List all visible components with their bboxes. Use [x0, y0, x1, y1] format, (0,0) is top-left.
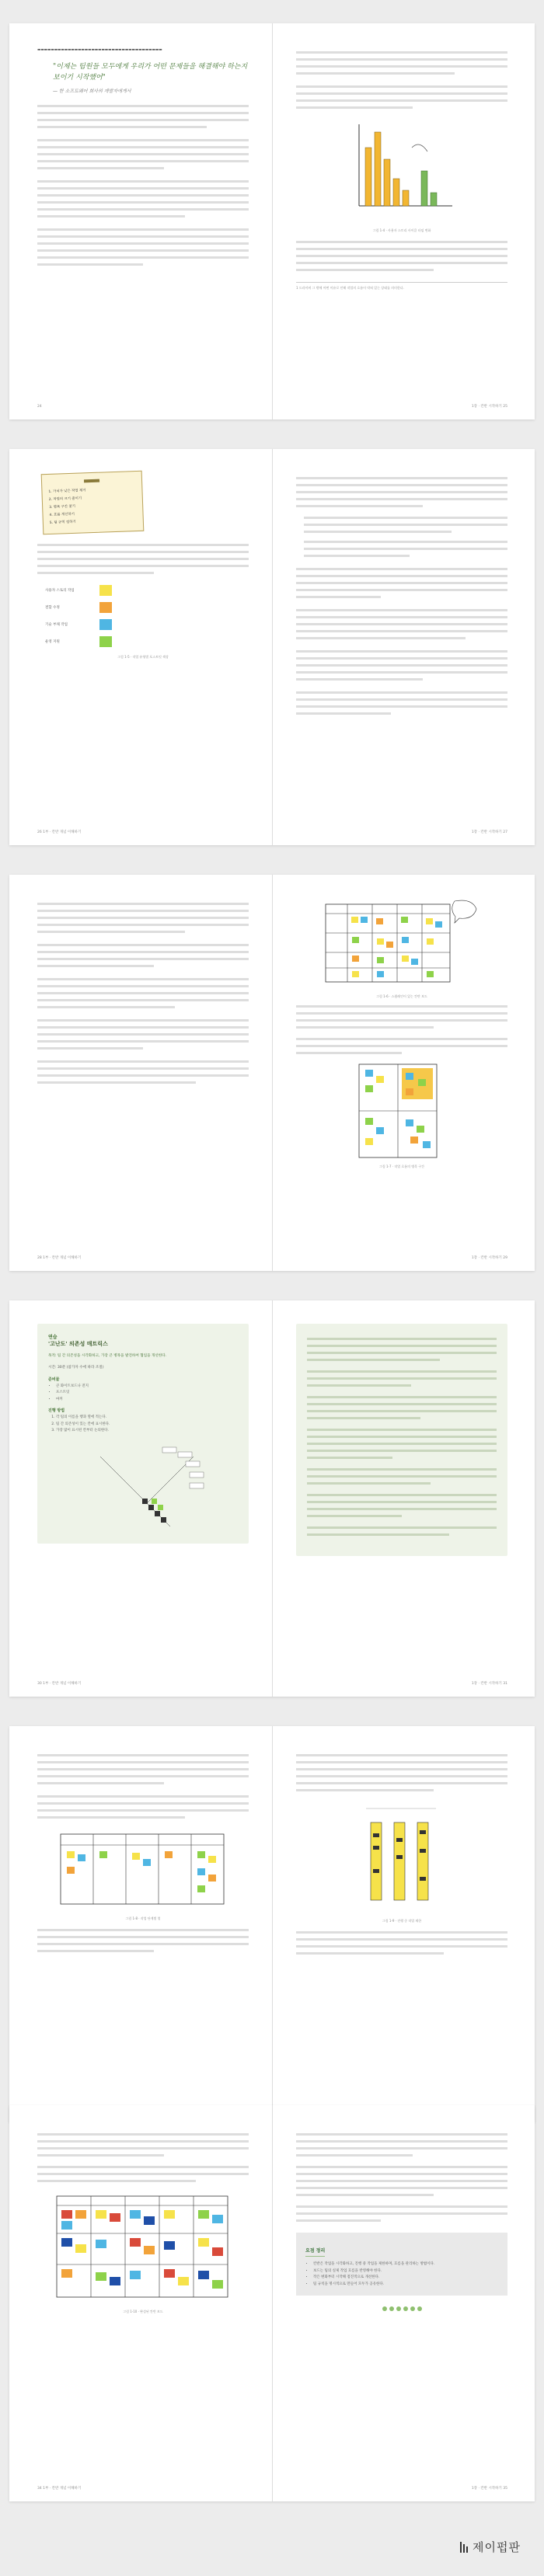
list-item: 2. 팀 간 의존성이 있는 칸에 표시한다.	[56, 1422, 238, 1429]
swimlane-board-sketch	[324, 898, 479, 991]
box-lead: 목적: 팀 간 의존성을 시각화하고, 가장 큰 병목을 발견하여 협업을 개선한다.	[48, 1354, 167, 1358]
cycle-time-chart	[343, 117, 460, 225]
note-line: 5. 팀 규칙 정하기	[49, 520, 76, 525]
note-line: 3. 병목 구간 찾기	[49, 504, 76, 510]
chart-bar	[421, 171, 427, 206]
list-item: • 마커	[56, 1397, 238, 1404]
full-board-sketch	[54, 2190, 232, 2306]
steps-list	[48, 1415, 238, 1435]
text-block	[296, 51, 507, 109]
text-block	[296, 1005, 507, 1054]
running-header: 1부 · 칸반 개념 이해하기	[43, 830, 82, 834]
box-kicker: 연습	[48, 1335, 58, 1340]
sticky-notes	[351, 917, 442, 977]
note-line: 1. 가치가 낮은 작업 제거	[48, 489, 86, 494]
running-header: 1장 · 칸반 시작하기	[471, 405, 502, 409]
running-header: 1부 · 칸반 개념 이해하기	[43, 1256, 82, 1260]
materials-label: 준비물	[48, 1377, 60, 1382]
figure-caption: 그림 1-4 · 사용자 스토리 사이클 타임 변화	[372, 228, 431, 232]
materials-list	[48, 1384, 238, 1404]
page-number: 28	[37, 1256, 42, 1260]
text-block	[296, 2133, 507, 2222]
page-28	[9, 875, 272, 1271]
page-number: 35	[503, 2487, 507, 2491]
text-block	[296, 241, 507, 271]
page-number: 25	[503, 405, 507, 409]
box-time: 시간: 30분 (참가자 수에 따라 조절)	[48, 1366, 104, 1370]
legend-text: 기술 부채 작업	[45, 623, 68, 627]
text-block	[37, 903, 249, 1084]
running-header: 1장 · 칸반 시작하기	[471, 830, 502, 834]
chart-annotation	[412, 144, 427, 151]
chart-bar	[403, 190, 409, 206]
text-block	[296, 1931, 507, 1955]
page-number: 24	[37, 405, 42, 409]
sticky-blue	[99, 619, 112, 630]
running-header: 1장 · 칸반 시작하기	[471, 1682, 502, 1686]
figure-caption: 그림 1-9 · 진행 중 작업 제한	[382, 1919, 422, 1923]
page-25	[273, 23, 535, 419]
page-24	[9, 23, 272, 419]
workflow-columns-sketch	[58, 1828, 228, 1913]
list-item: • 팀 규칙을 명시적으로 만들어 모두가 공유한다.	[313, 2282, 498, 2289]
legend-text: 운영 지원	[45, 640, 60, 644]
wip-limit-sketch	[355, 1799, 448, 1916]
list-item: 1. 각 팀의 이름을 행과 열에 적는다.	[56, 1415, 238, 1422]
text-block	[37, 544, 249, 574]
page-34	[9, 2105, 272, 2501]
footnote: 1 드라이버 그 밖에 어떤 이유로 인해 작업의 흐름이 막혀 있는 상태를 의미한다.	[296, 282, 507, 291]
page-number: 31	[503, 1682, 507, 1686]
figure-caption: 그림 1-6 · 스윔레인이 있는 칸반 보드	[376, 994, 427, 998]
running-header: 1부 · 칸반 개념 이해하기	[43, 1682, 82, 1686]
page-27	[273, 449, 535, 845]
note-line: 2. 작업의 크기 줄이기	[48, 496, 82, 502]
dependency-matrix-sketch	[77, 1441, 209, 1534]
sticky-green	[99, 636, 112, 647]
spread-6	[9, 2105, 535, 2501]
figure-caption: 그림 1-7 · 작업 흐름의 병목 구간	[379, 1164, 424, 1168]
box-title: '고난도' 의존성 매트릭스	[48, 1341, 108, 1347]
figure-caption: 그림 1-10 · 완성된 칸반 보드	[123, 2310, 163, 2313]
page-33	[273, 1726, 535, 2122]
page-35	[273, 2105, 535, 2501]
exercise-box-continued	[296, 1324, 507, 1556]
note-line: 4. 흐름 개선하기	[49, 512, 75, 517]
chart-bar	[431, 193, 437, 206]
page-number: 29	[503, 1256, 507, 1260]
bottleneck-sketch	[351, 1060, 452, 1161]
chart-bar	[384, 159, 390, 206]
text-block	[37, 1929, 249, 1952]
figure-caption: 그림 1-5 · 작업 유형별 포스트잇 색상	[117, 655, 169, 659]
page-number: 27	[503, 830, 507, 834]
running-header: 1부 · 칸반 개념 이해하기	[43, 2487, 82, 2491]
figure-caption: 그림 1-8 · 작업 단계별 열	[125, 1916, 161, 1920]
page-31	[273, 1300, 535, 1697]
steps-label: 진행 방법	[48, 1408, 65, 1414]
section-end-dots	[296, 2306, 507, 2311]
list-item: • 작은 변화부터 시작해 점진적으로 개선한다.	[313, 2275, 498, 2282]
text-block	[37, 1754, 249, 1819]
chart-bar	[365, 148, 371, 206]
list-item: 3. 가장 많이 표시된 칸부터 논의한다.	[56, 1428, 238, 1435]
legend-text: 사용자 스토리 작업	[45, 589, 75, 593]
summary-box	[296, 2233, 507, 2296]
spread-1	[9, 23, 535, 419]
spread-3	[9, 875, 535, 1271]
running-header: 1장 · 칸반 시작하기	[471, 1256, 502, 1260]
publisher-logo: 제이펍판	[459, 2539, 521, 2555]
running-header: 1장 · 칸반 시작하기	[471, 2487, 502, 2491]
body-text: ▬▬▬▬▬▬▬▬▬▬▬▬▬▬▬▬▬▬▬▬▬▬▬▬▬▬▬▬▬▬▬▬▬▬▬▬▬	[37, 48, 162, 52]
logo-mark-icon	[459, 2542, 469, 2553]
spread-4	[9, 1300, 535, 1697]
spread-2	[9, 449, 535, 845]
legend-text: 결함 수정	[45, 606, 60, 610]
page-26	[9, 449, 272, 845]
color-legend	[45, 585, 249, 647]
text-block	[37, 105, 249, 266]
page-32	[9, 1726, 272, 2122]
page-30	[9, 1300, 272, 1697]
handwritten-note	[41, 471, 145, 534]
summary-list	[305, 2261, 498, 2288]
sticky-orange	[99, 602, 112, 613]
page-29	[273, 875, 535, 1271]
page-number: 34	[37, 2487, 42, 2491]
spread-5	[9, 1726, 535, 2122]
page-number: 30	[37, 1682, 42, 1686]
list-item: • 보드는 팀의 실제 작업 흐름을 반영해야 한다.	[313, 2268, 498, 2275]
pull-quote: "이제는 팀원들 모두에게 우리가 어떤 문제들을 해결해야 하는지 보이기 시작했어" — 한 소프트웨어 회사의 개발자에게서	[53, 63, 248, 95]
text-block	[296, 1754, 507, 1791]
text-block	[296, 477, 507, 715]
list-item: • 칸반은 작업을 시각화하고, 진행 중 작업을 제한하며, 흐름을 관리하는 방법이다.	[313, 2261, 498, 2268]
sticky-yellow	[99, 585, 112, 596]
page-number: 26	[37, 830, 42, 834]
speech-bubble	[452, 900, 476, 923]
list-item: • 포스트잇	[56, 1390, 238, 1397]
summary-title: 요점 정리	[305, 2247, 325, 2257]
text-block	[37, 2133, 249, 2182]
exercise-box	[37, 1324, 249, 1544]
list-item: • 큰 화이트보드나 전지	[56, 1384, 238, 1391]
chart-bar	[393, 179, 399, 206]
chart-bar	[375, 132, 381, 206]
